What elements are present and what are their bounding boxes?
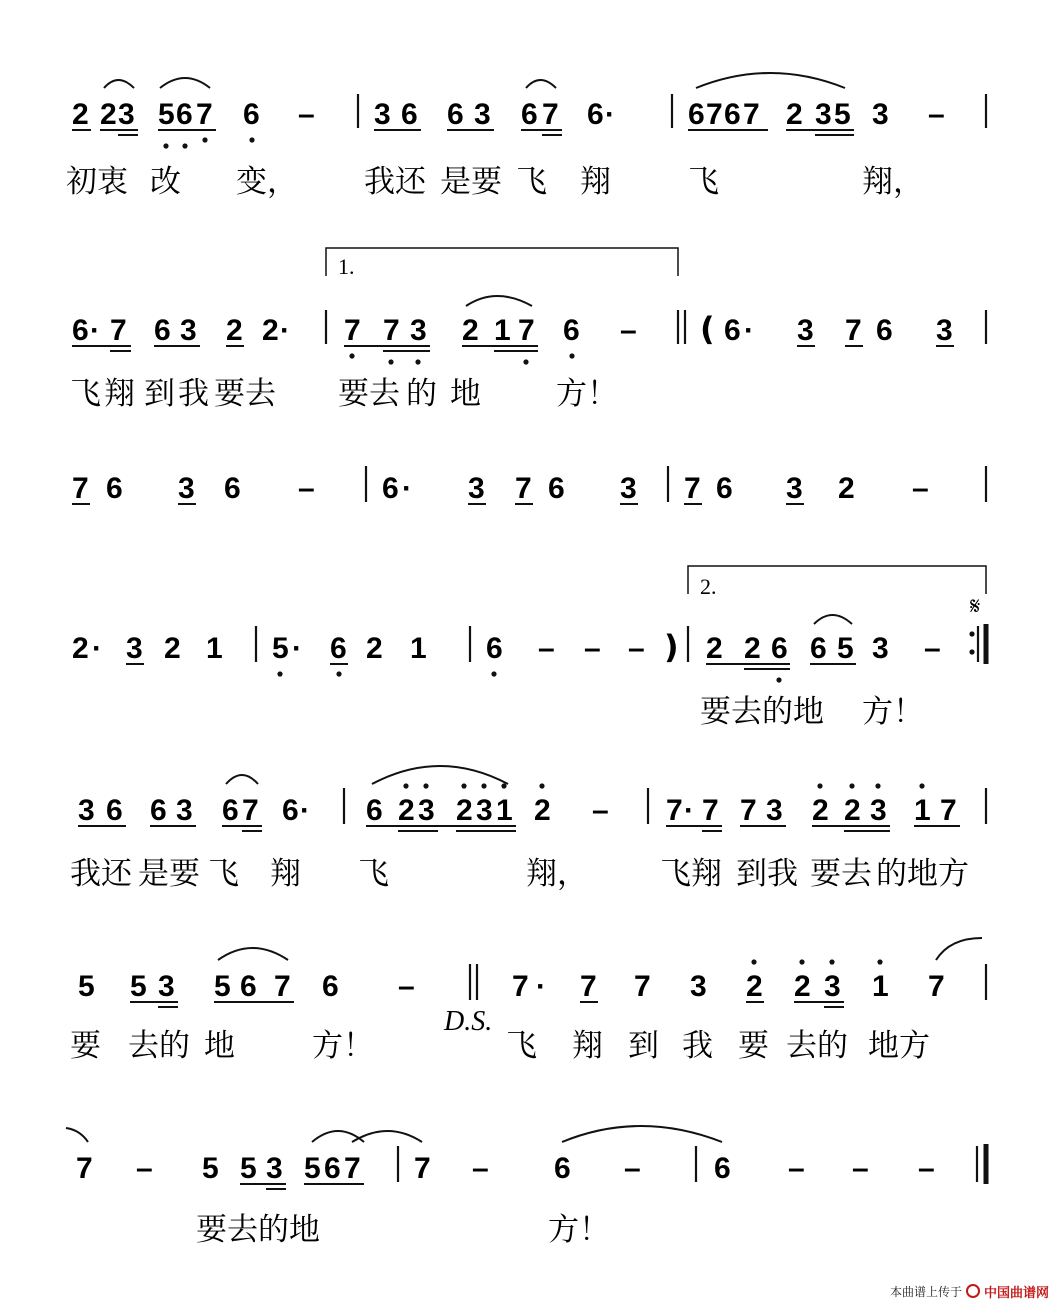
svg-text:是要: 是要 <box>138 856 200 892</box>
svg-text:地: 地 <box>450 376 481 412</box>
svg-text:飞: 飞 <box>506 1028 537 1064</box>
svg-text:2: 2 <box>398 794 415 827</box>
svg-text:5: 5 <box>202 1152 219 1185</box>
svg-text:2: 2 <box>786 98 803 131</box>
svg-text:6: 6 <box>106 794 123 827</box>
svg-text:翔，: 翔， <box>526 856 588 892</box>
lyric-line <box>196 1212 610 1248</box>
note <box>76 1152 935 1185</box>
svg-text:2: 2 <box>456 794 473 827</box>
svg-text:3: 3 <box>786 472 803 505</box>
svg-text:5: 5 <box>214 970 231 1003</box>
svg-text:1: 1 <box>410 632 427 665</box>
svg-text:要去: 要去 <box>810 856 872 892</box>
svg-text:2: 2 <box>100 98 117 131</box>
svg-text:6: 6 <box>716 472 733 505</box>
svg-text:2: 2 <box>262 314 279 347</box>
svg-text:方！: 方！ <box>312 1028 374 1064</box>
note <box>72 310 953 348</box>
note <box>72 98 945 131</box>
svg-text:6: 6 <box>224 472 241 505</box>
svg-text:–: – <box>620 314 637 347</box>
svg-text:3: 3 <box>872 98 889 131</box>
svg-text:6: 6 <box>771 632 788 665</box>
svg-text:3: 3 <box>766 794 783 827</box>
svg-text:1: 1 <box>206 632 223 665</box>
svg-text:到: 到 <box>628 1028 659 1064</box>
svg-text:6: 6 <box>240 970 257 1003</box>
svg-text:飞: 飞 <box>688 164 719 200</box>
svg-text:·: · <box>402 472 412 505</box>
svg-text:6: 6 <box>714 1152 731 1185</box>
svg-text:3: 3 <box>474 98 491 131</box>
svg-text:2: 2 <box>746 970 763 1003</box>
lyric-line <box>66 164 924 200</box>
svg-text:要: 要 <box>70 1028 101 1064</box>
svg-text:6: 6 <box>150 794 167 827</box>
svg-text:我: 我 <box>682 1028 713 1064</box>
svg-text:3: 3 <box>476 794 493 827</box>
svg-text:6: 6 <box>324 1152 341 1185</box>
svg-text:1: 1 <box>872 970 889 1003</box>
svg-text:翔: 翔 <box>104 376 135 412</box>
svg-text:7: 7 <box>110 314 127 347</box>
svg-text:·: · <box>92 632 102 665</box>
svg-text:3: 3 <box>78 794 95 827</box>
svg-text:翔: 翔 <box>270 856 301 892</box>
svg-text:5: 5 <box>304 1152 321 1185</box>
svg-text:我: 我 <box>178 376 209 412</box>
site-logo-icon <box>966 1284 980 1298</box>
svg-text:3: 3 <box>690 970 707 1003</box>
svg-text:6: 6 <box>322 970 339 1003</box>
svg-text:7: 7 <box>274 970 291 1003</box>
svg-text:2: 2 <box>534 794 551 827</box>
svg-text:7: 7 <box>580 970 597 1003</box>
svg-text:7: 7 <box>344 314 361 347</box>
svg-text:7: 7 <box>743 98 760 131</box>
svg-text:方！: 方！ <box>556 376 618 412</box>
svg-text:5: 5 <box>240 1152 257 1185</box>
svg-text:·: · <box>536 970 546 1003</box>
svg-text:翔: 翔 <box>572 1028 603 1064</box>
svg-text:的: 的 <box>406 376 437 412</box>
svg-text:·: · <box>280 314 290 347</box>
svg-text:的地方: 的地方 <box>876 856 969 892</box>
svg-text:地方: 地方 <box>868 1028 930 1064</box>
svg-text:翔，: 翔， <box>862 164 924 200</box>
svg-text:6: 6 <box>243 98 260 131</box>
svg-text:2: 2 <box>794 970 811 1003</box>
note <box>72 472 929 505</box>
svg-text:–: – <box>788 1152 805 1185</box>
svg-text:方！: 方！ <box>548 1212 610 1248</box>
score-row-1 <box>66 73 986 200</box>
svg-text:3: 3 <box>824 970 841 1003</box>
svg-text:7: 7 <box>242 794 259 827</box>
score-row-4 <box>72 566 986 730</box>
svg-text:5: 5 <box>834 98 851 131</box>
svg-text:–: – <box>928 98 945 131</box>
svg-text:·: · <box>605 98 615 131</box>
svg-text:7: 7 <box>684 472 701 505</box>
svg-text:3: 3 <box>815 98 832 131</box>
svg-text:3: 3 <box>180 314 197 347</box>
svg-text:飞: 飞 <box>208 856 239 892</box>
svg-text:3: 3 <box>178 472 195 505</box>
svg-text:3: 3 <box>870 794 887 827</box>
score-row-2 <box>70 248 986 412</box>
svg-text:3: 3 <box>468 472 485 505</box>
score-row-5 <box>70 766 986 892</box>
svg-text:1: 1 <box>914 794 931 827</box>
svg-text:飞: 飞 <box>358 856 389 892</box>
svg-text:–: – <box>912 472 929 505</box>
svg-text:6: 6 <box>176 98 193 131</box>
svg-text:–: – <box>472 1152 489 1185</box>
svg-text:飞翔: 飞翔 <box>660 856 722 892</box>
svg-text:–: – <box>398 970 415 1003</box>
svg-text:7: 7 <box>383 314 400 347</box>
lyric-line <box>700 694 924 730</box>
svg-text:–: – <box>918 1152 935 1185</box>
svg-text:2: 2 <box>72 632 89 665</box>
svg-text:3: 3 <box>797 314 814 347</box>
svg-text:我还: 我还 <box>364 164 426 200</box>
svg-text:): ) <box>664 628 679 666</box>
svg-text:5: 5 <box>272 632 289 665</box>
svg-text:5: 5 <box>130 970 147 1003</box>
svg-text:6: 6 <box>486 632 503 665</box>
svg-text:到: 到 <box>144 376 175 412</box>
note <box>78 970 945 1003</box>
svg-text:·: · <box>684 794 694 827</box>
svg-text:去的: 去的 <box>128 1028 190 1064</box>
svg-text:2: 2 <box>164 632 181 665</box>
score-row-3 <box>72 466 986 505</box>
svg-text:要去的地: 要去的地 <box>196 1212 320 1248</box>
svg-text:–: – <box>298 98 315 131</box>
site-watermark <box>890 1281 1049 1301</box>
svg-text:–: – <box>852 1152 869 1185</box>
lyric-line <box>70 376 618 412</box>
svg-text:去的: 去的 <box>786 1028 848 1064</box>
svg-text:3: 3 <box>158 970 175 1003</box>
svg-text:7: 7 <box>666 794 683 827</box>
lyric-line <box>70 1028 930 1064</box>
svg-text:6: 6 <box>382 472 399 505</box>
note <box>72 628 941 666</box>
svg-text:3: 3 <box>118 98 135 131</box>
svg-text:7: 7 <box>740 794 757 827</box>
lyric-line <box>70 856 969 892</box>
svg-text:3: 3 <box>418 794 435 827</box>
svg-text:3: 3 <box>936 314 953 347</box>
svg-text:3: 3 <box>410 314 427 347</box>
svg-text:地: 地 <box>204 1028 235 1064</box>
svg-text:7: 7 <box>940 794 957 827</box>
svg-text:5: 5 <box>78 970 95 1003</box>
svg-text:6: 6 <box>330 632 347 665</box>
svg-text:6: 6 <box>447 98 464 131</box>
svg-text:6: 6 <box>724 98 741 131</box>
svg-text:–: – <box>924 632 941 665</box>
svg-text:6: 6 <box>554 1152 571 1185</box>
svg-text:–: – <box>592 794 609 827</box>
svg-text:到我: 到我 <box>736 856 798 892</box>
svg-text:飞: 飞 <box>70 376 101 412</box>
svg-text:6: 6 <box>587 98 604 131</box>
svg-text:7: 7 <box>72 472 89 505</box>
upload-note: 本曲谱上传于 <box>889 1284 962 1299</box>
svg-text:6: 6 <box>521 98 538 131</box>
svg-text:6: 6 <box>106 472 123 505</box>
segno-sign: 𝄋 <box>970 592 981 620</box>
svg-text:–: – <box>136 1152 153 1185</box>
score-row-7 <box>66 1126 986 1248</box>
svg-text:是要: 是要 <box>440 164 502 200</box>
svg-text:3: 3 <box>620 472 637 505</box>
svg-text:2: 2 <box>844 794 861 827</box>
svg-text:–: – <box>628 632 645 665</box>
svg-text:7: 7 <box>518 314 535 347</box>
svg-text:2: 2 <box>744 632 761 665</box>
svg-text:2: 2 <box>462 314 479 347</box>
svg-text:6: 6 <box>366 794 383 827</box>
svg-text:·: · <box>292 632 302 665</box>
svg-text:2: 2 <box>226 314 243 347</box>
svg-text:6: 6 <box>810 632 827 665</box>
volta-label: 1. <box>338 254 355 279</box>
svg-text:7: 7 <box>706 98 723 131</box>
svg-text:7: 7 <box>414 1152 431 1185</box>
svg-text:6: 6 <box>688 98 705 131</box>
svg-text:要去: 要去 <box>214 376 276 412</box>
svg-text:3: 3 <box>266 1152 283 1185</box>
svg-text:5: 5 <box>158 98 175 131</box>
svg-text:7: 7 <box>512 970 529 1003</box>
svg-text:3: 3 <box>176 794 193 827</box>
svg-text:7: 7 <box>196 98 213 131</box>
dal-segno-marking: D.S. <box>444 1006 493 1037</box>
svg-text:我还: 我还 <box>70 856 132 892</box>
svg-text:要去: 要去 <box>338 376 400 412</box>
svg-text:6: 6 <box>548 472 565 505</box>
svg-text:2: 2 <box>838 472 855 505</box>
svg-text:·: · <box>90 314 100 347</box>
svg-text:2: 2 <box>72 98 89 131</box>
svg-text:6: 6 <box>724 314 741 347</box>
svg-text:6: 6 <box>72 314 89 347</box>
svg-text:7: 7 <box>702 794 719 827</box>
svg-text:要去的地: 要去的地 <box>700 694 824 730</box>
svg-text:飞: 飞 <box>516 164 547 200</box>
svg-text:7: 7 <box>928 970 945 1003</box>
svg-text:·: · <box>300 794 310 827</box>
svg-text:6: 6 <box>563 314 580 347</box>
svg-text:2: 2 <box>812 794 829 827</box>
svg-text:翔: 翔 <box>580 164 611 200</box>
svg-text:(: ( <box>700 310 715 348</box>
svg-text:6: 6 <box>282 794 299 827</box>
svg-text:1: 1 <box>496 794 513 827</box>
svg-text:·: · <box>744 314 754 347</box>
svg-text:6: 6 <box>222 794 239 827</box>
svg-text:–: – <box>538 632 555 665</box>
svg-text:1: 1 <box>494 314 511 347</box>
volta-label: 2. <box>700 574 717 599</box>
svg-text:变，: 变， <box>236 164 298 200</box>
svg-text:2: 2 <box>366 632 383 665</box>
svg-text:7: 7 <box>344 1152 361 1185</box>
svg-text:–: – <box>584 632 601 665</box>
svg-text:7: 7 <box>76 1152 93 1185</box>
svg-text:2: 2 <box>706 632 723 665</box>
svg-text:6: 6 <box>876 314 893 347</box>
svg-text:方！: 方！ <box>862 694 924 730</box>
svg-text:–: – <box>624 1152 641 1185</box>
svg-text:6: 6 <box>401 98 418 131</box>
svg-text:7: 7 <box>515 472 532 505</box>
note <box>78 794 957 827</box>
svg-text:3: 3 <box>872 632 889 665</box>
score-row-6 <box>70 938 986 1064</box>
site-name: 中国曲谱网 <box>983 1285 1049 1301</box>
svg-text:–: – <box>298 472 315 505</box>
svg-text:7: 7 <box>542 98 559 131</box>
svg-text:6: 6 <box>154 314 171 347</box>
svg-text:3: 3 <box>126 632 143 665</box>
svg-text:要: 要 <box>738 1028 769 1064</box>
svg-text:改: 改 <box>150 164 181 200</box>
svg-text:7: 7 <box>845 314 862 347</box>
svg-text:3: 3 <box>374 98 391 131</box>
svg-text:初衷: 初衷 <box>66 164 128 200</box>
svg-text:5: 5 <box>837 632 854 665</box>
svg-text:7: 7 <box>634 970 651 1003</box>
